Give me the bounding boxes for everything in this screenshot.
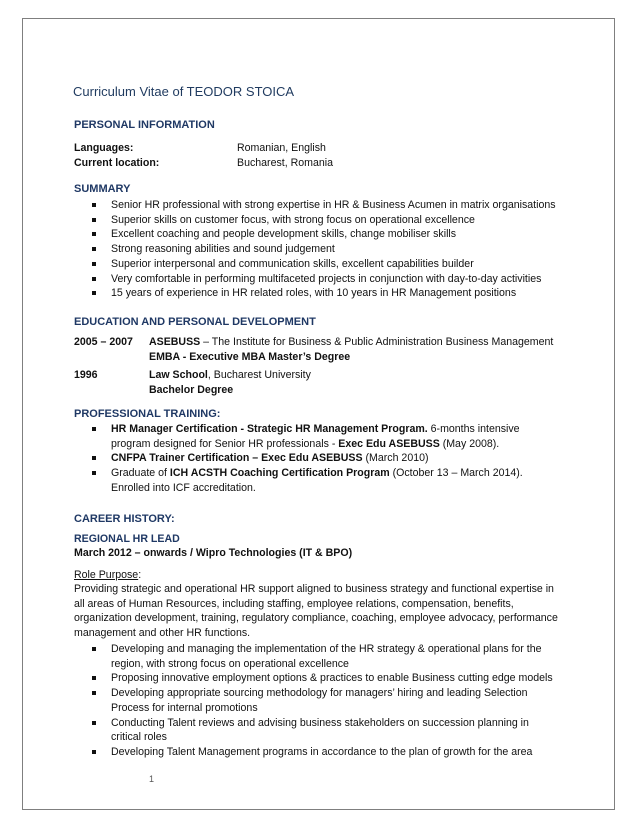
bullet-icon bbox=[92, 262, 96, 266]
training-list bbox=[74, 422, 554, 496]
summary-item: Strong reasoning abilities and sound judgement bbox=[74, 242, 574, 257]
bullet-icon bbox=[92, 203, 96, 207]
education-degree: Bachelor Degree bbox=[149, 384, 234, 396]
bullet-icon bbox=[92, 691, 96, 695]
location-label: Current location: bbox=[74, 157, 160, 169]
bullet-icon bbox=[92, 218, 96, 222]
section-heading-summary: SUMMARY bbox=[74, 183, 131, 195]
bullet-icon bbox=[92, 232, 96, 236]
role-title: REGIONAL HR LEAD bbox=[74, 533, 180, 545]
education-years: 2005 – 2007 bbox=[74, 336, 133, 348]
languages-value: Romanian, English bbox=[237, 142, 326, 154]
responsibility-item: Developing appropriate sourcing methodology for managers’ hiring and leading Selection Process for internal promotions bbox=[74, 686, 554, 715]
responsibility-item: Developing and managing the implementation of the HR strategy & operational plans for the region, with strong focus on operational excellence bbox=[74, 642, 554, 671]
bullet-icon bbox=[92, 277, 96, 281]
bullet-icon bbox=[92, 750, 96, 754]
training-item: CNFPA Trainer Certification – Exec Edu ASEBUSS (March 2010) bbox=[74, 451, 554, 466]
training-item: Graduate of ICH ACSTH Coaching Certification Program (October 13 – March 2014). Enrolled into ICF accreditation. bbox=[74, 466, 554, 495]
languages-label: Languages: bbox=[74, 142, 134, 154]
bullet-icon bbox=[92, 456, 96, 460]
training-item: HR Manager Certification - Strategic HR Management Program. 6-months intensive program designed for Senior HR professionals - Exec Edu ASEBUSS (May 2008). bbox=[74, 422, 554, 451]
section-heading-personal: PERSONAL INFORMATION bbox=[74, 119, 215, 131]
summary-item: Superior interpersonal and communication skills, excellent capabilities builder bbox=[74, 257, 574, 272]
role-purpose-text: Providing strategic and operational HR support aligned to business strategy and functional expertise in all areas of Human Resources, including staffing, employee relations, compensation, benefits, organization development, training, regulatory compliance, coaching, employee advocacy, performance management and other HR functions. bbox=[74, 583, 558, 640]
role-purpose-label: Role Purpose: bbox=[74, 569, 142, 581]
bullet-icon bbox=[92, 471, 96, 475]
bullet-icon bbox=[92, 647, 96, 651]
bullet-icon bbox=[92, 427, 96, 431]
page-number: 1 bbox=[149, 774, 155, 784]
responsibilities-list bbox=[74, 642, 554, 760]
summary-item: Superior skills on customer focus, with strong focus on operational excellence bbox=[74, 213, 574, 228]
summary-item: Senior HR professional with strong expertise in HR & Business Acumen in matrix organisations bbox=[74, 198, 574, 213]
document-page bbox=[22, 18, 615, 810]
summary-item: 15 years of experience in HR related roles, with 10 years in HR Management positions bbox=[74, 286, 574, 301]
education-school: ASEBUSS – The Institute for Business & Public Administration Business Management bbox=[149, 336, 554, 348]
bullet-icon bbox=[92, 247, 96, 251]
section-heading-training: PROFESSIONAL TRAINING: bbox=[74, 408, 221, 420]
section-heading-career: CAREER HISTORY: bbox=[74, 513, 175, 525]
bullet-icon bbox=[92, 291, 96, 295]
education-degree: EMBA - Executive MBA Master’s Degree bbox=[149, 351, 351, 363]
document-title: Curriculum Vitae of TEODOR STOICA bbox=[73, 84, 295, 99]
bullet-icon bbox=[92, 721, 96, 725]
responsibility-item: Proposing innovative employment options & practices to enable Business cutting edge models bbox=[74, 671, 554, 686]
summary-list bbox=[74, 198, 574, 301]
education-school: Law School, Bucharest University bbox=[149, 369, 311, 381]
summary-item: Excellent coaching and people development skills, change mobiliser skills bbox=[74, 227, 574, 242]
role-period: March 2012 – onwards / Wipro Technologies (IT & BPO) bbox=[74, 547, 353, 559]
responsibility-item: Developing Talent Management programs in accordance to the plan of growth for the area bbox=[74, 745, 554, 760]
location-value: Bucharest, Romania bbox=[237, 157, 333, 169]
responsibility-item: Conducting Talent reviews and advising business stakeholders on succession planning in critical roles bbox=[74, 716, 554, 745]
education-years: 1996 bbox=[74, 369, 98, 381]
section-heading-education: EDUCATION AND PERSONAL DEVELOPMENT bbox=[74, 316, 316, 328]
summary-item: Very comfortable in performing multifaceted projects in conjunction with day-to-day activities bbox=[74, 272, 574, 287]
bullet-icon bbox=[92, 676, 96, 680]
